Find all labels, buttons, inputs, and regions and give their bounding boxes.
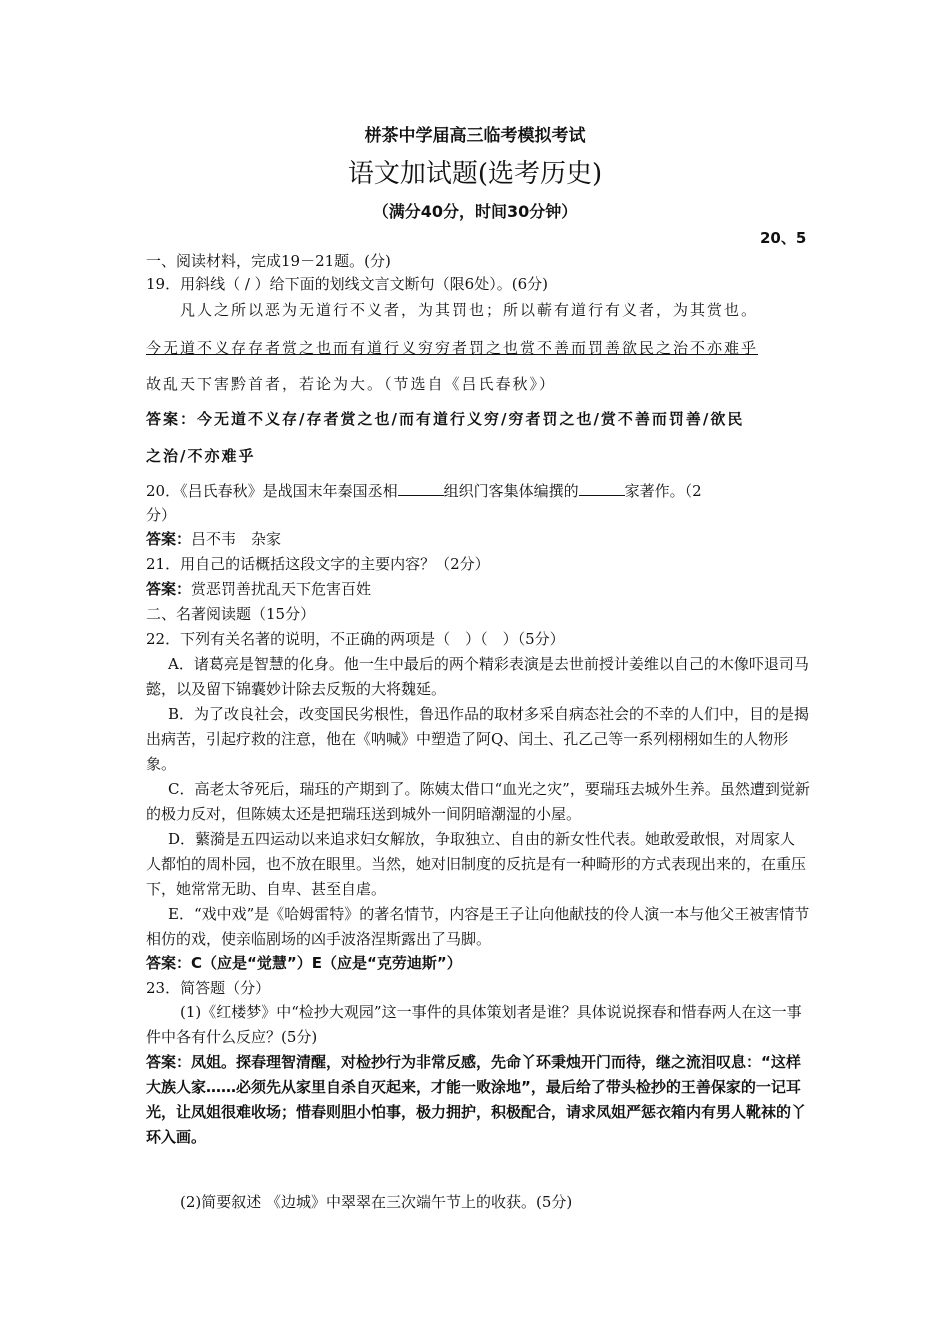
q21-answer-text: 赏恶罚善扰乱天下危害百姓 bbox=[191, 580, 372, 598]
q20-blank-2[interactable] bbox=[579, 481, 625, 496]
q20-blank-1[interactable] bbox=[398, 481, 444, 496]
q21-stem: 21．用自己的话概括这段文字的主要内容？（2分） bbox=[146, 555, 490, 573]
q20-stem-part1: 20．《吕氏春秋》是战国末年秦国丞相 bbox=[146, 482, 398, 500]
q20-answer-label: 答案： bbox=[146, 530, 192, 548]
q23-heading: 23．简答题（分） bbox=[146, 979, 271, 997]
section1-heading: 一、阅读材料，完成19－21题。(分) bbox=[146, 252, 391, 270]
q22-option-d: D．蘩漪是五四运动以来追求妇女解放，争取独立、自由的新女性代表。她敢爱敢恨，对周家人人都怕的周朴园，也不放在眼里。当然，她对旧制度的反抗是有一种畸形的方式表现出来的，在重压下，她常常无助、自卑、甚至自虐。 bbox=[146, 830, 807, 898]
q22-option-c: C．高老太爷死后，瑞珏的产期到了。陈姨太借口“血光之灾”，要瑞珏去城外生养。虽然遭到觉新的极力反对，但陈姨太还是把瑞珏送到城外一间阴暗潮湿的小屋。 bbox=[146, 780, 810, 823]
q20-stem bbox=[146, 480, 810, 502]
q20-stem-line2: 分） bbox=[146, 506, 177, 524]
q20-answer-text: 吕不韦 杂家 bbox=[191, 530, 282, 548]
q19-passage-underlined: 今无道不义存存者赏之也而有道行义穷穷者罚之也赏不善而罚善欲民之治不亦难乎 bbox=[146, 339, 759, 357]
q22-option-e: E．“戏中戏”是《哈姆雷特》的著名情节，内容是王子让向他献技的伶人演一本与他父王被害情节相仿的戏，使亲临剧场的凶手波洛涅斯露出了马脚。 bbox=[146, 905, 810, 948]
exam-subtitle: （满分40分，时间30分钟） bbox=[372, 202, 578, 221]
q20-stem-part2: 组织门客集体编撰的 bbox=[443, 482, 579, 500]
q22-option-a: A．诸葛亮是智慧的化身。他一生中最后的两个精彩表演是去世前授计姜维以自己的木像吓退司马懿，以及留下锦囊妙计除去反叛的大将魏延。 bbox=[146, 655, 809, 698]
school-title: 栟茶中学届高三临考模拟考试 bbox=[364, 126, 586, 146]
q23-sub2: (2)简要叙述 《边城》中翠翠在三次端午节上的收获。(5分) bbox=[180, 1193, 573, 1211]
q23-sub1: (1)《红楼梦》中“检抄大观园”这一事件的具体策划者是谁？具体说说探春和惜春两人在这一事件中各有什么反应？(5分) bbox=[146, 1003, 802, 1046]
q19-passage-line3: 故乱天下害黔首者，若论为大。（节选自《吕氏春秋》） bbox=[146, 375, 557, 393]
q19-stem: 19．用斜线（ / ）给下面的划线文言文断句（限6处）。(6分) bbox=[146, 275, 548, 293]
q22-answer: 答案：C（应是“觉慧”）E（应是“克劳迪斯”） bbox=[146, 954, 462, 972]
q21-answer-label: 答案： bbox=[146, 580, 192, 598]
q22-stem: 22．下列有关名著的说明，不正确的两项是（ ）（ ）（5分） bbox=[146, 630, 565, 648]
exam-date: 20、5 bbox=[760, 229, 807, 247]
q21-answer bbox=[146, 578, 810, 600]
q19-passage-line1: 凡人之所以恶为无道行不义者，为其罚也；所以蕲有道行有义者，为其赏也。 bbox=[180, 301, 759, 319]
q20-answer bbox=[146, 528, 810, 550]
exam-title: 语文加试题(选考历史) bbox=[347, 159, 603, 189]
section2-heading: 二、名著阅读题（15分） bbox=[146, 605, 316, 623]
q19-answer-line2: 之治/不亦难乎 bbox=[146, 447, 256, 465]
q20-stem-part3: 家著作。（2 bbox=[624, 482, 702, 500]
q23-answer: 答案：凤姐。探春理智清醒，对检抄行为非常反感，先命丫环秉烛开门而待，继之流泪叹息：“这样大族人家……必须先从家里自杀自灭起来，才能一败涂地”，最后给了带头检抄的王善保家的一记耳光，让凤姐很难收场；惜春则胆小怕事，极力拥护，积极配合，请求凤姐严惩衣箱内有男人靴袜的丫环入画。 bbox=[146, 1053, 807, 1146]
q22-option-b: B．为了改良社会，改变国民劣根性，鲁迅作品的取材多采自病态社会的不幸的人们中，目的是揭出病苦，引起疗救的注意，他在《呐喊》中塑造了阿Q、闰土、孔乙己等一系列栩栩如生的人物形象。 bbox=[146, 705, 810, 773]
q19-answer-line1: 答案：今无道不义存/存者赏之也/而有道行义穷/穷者罚之也/赏不善而罚善/欲民 bbox=[146, 410, 745, 428]
